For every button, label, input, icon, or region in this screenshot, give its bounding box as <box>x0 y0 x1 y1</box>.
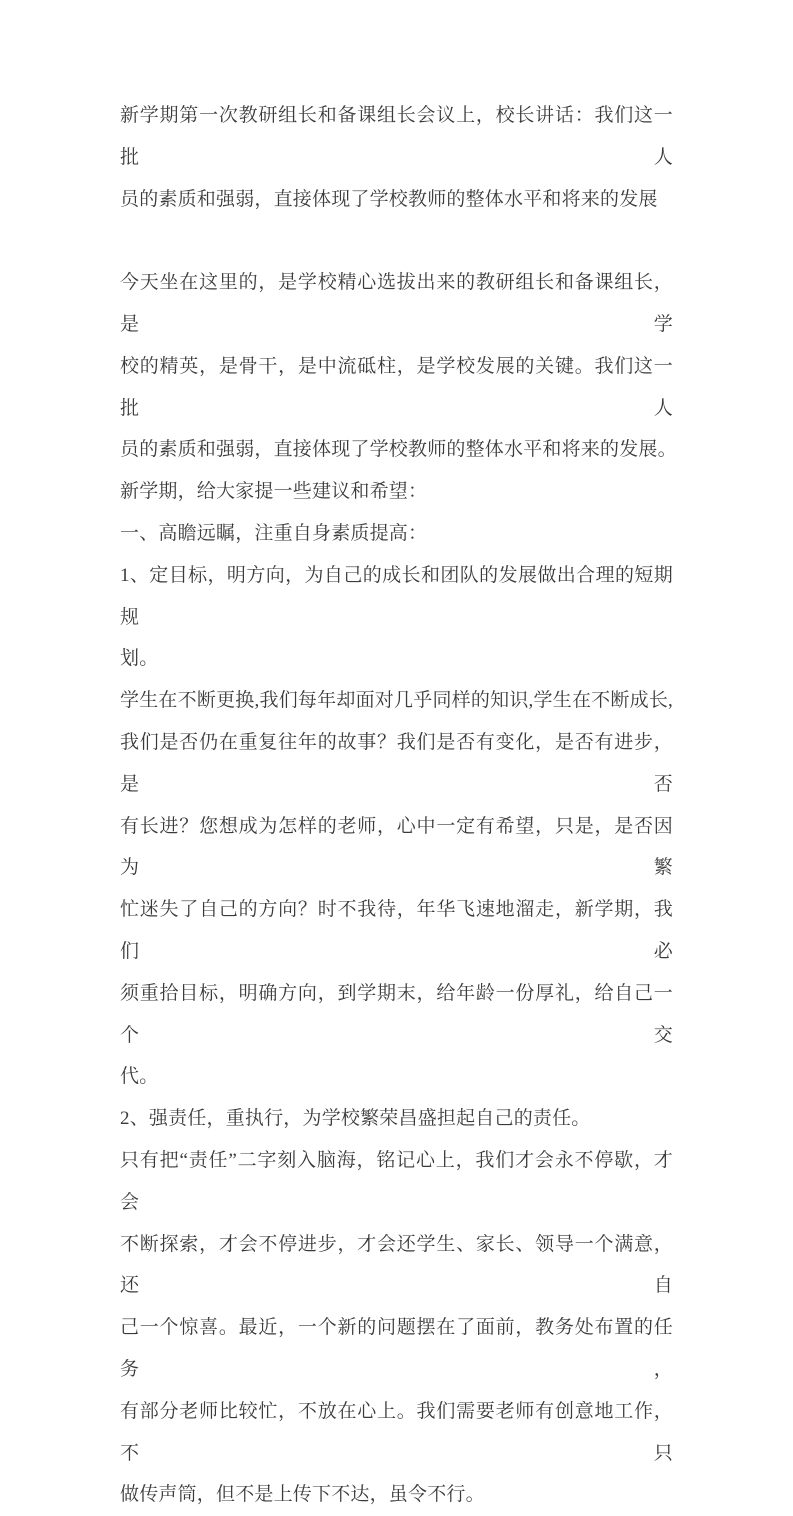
text-line: 划。 <box>120 648 159 670</box>
text-line: 新学期第一次教研组长和备课组长会议上，校长讲话：我们这一批人 <box>120 105 673 168</box>
text-line: 一、高瞻远瞩，注重自身素质提高： <box>120 522 428 544</box>
blank-line <box>120 220 673 262</box>
text-line: 己一个惊喜。最近，一个新的问题摆在了面前，教务处布置的任务， <box>120 1317 673 1380</box>
point-1-body-paragraph <box>120 680 673 1098</box>
text-line: 员的素质和强弱，直接体现了学校教师的整体水平和将来的发展。 <box>120 439 677 461</box>
intro-paragraph <box>120 262 677 471</box>
point-2-body-paragraph <box>120 1140 673 1516</box>
section-1-heading <box>120 513 673 555</box>
text-line: 2、强责任，重执行，为学校繁荣昌盛担起自己的责任。 <box>120 1108 591 1130</box>
text-line: 代。 <box>120 1066 159 1088</box>
text-line: 忙迷失了自己的方向？时不我待，年华飞速地溜走，新学期，我们必 <box>120 899 673 962</box>
heading-paragraph <box>120 95 673 220</box>
text-line: 校的精英，是骨干，是中流砥柱，是学校发展的关键。我们这一批人 <box>120 355 673 419</box>
text-line: 1、定目标，明方向，为自己的成长和团队的发展做出合理的短期规 <box>120 564 673 628</box>
text-line: 做传声筒，但不是上传下不达，虽令不行。 <box>120 1484 485 1506</box>
text-line: 员的素质和强弱，直接体现了学校教师的整体水平和将来的发展 <box>120 188 658 210</box>
text-line: 有部分老师比较忙，不放在心上。我们需要老师有创意地工作，不只 <box>120 1400 673 1464</box>
point-2-heading <box>120 1098 673 1140</box>
text-line: 学生在不断更换,我们每年却面对几乎同样的知识,学生在不断成长, <box>120 690 673 712</box>
suggestions-lead-paragraph <box>120 471 673 513</box>
text-line: 须重拾目标，明确方向，到学期末，给年龄一份厚礼，给自己一个交 <box>120 982 673 1046</box>
text-line: 不断探索，才会不停进步，才会还学生、家长、领导一个满意，还自 <box>120 1233 673 1297</box>
document-content <box>120 95 677 1516</box>
point-1-heading <box>120 555 673 680</box>
text-line: 今天坐在这里的，是学校精心选拔出来的教研组长和备课组长，是学 <box>120 272 673 335</box>
text-line: 只有把“责任”二字刻入脑海，铭记心上，我们才会永不停歇，才会 <box>120 1149 673 1213</box>
text-line <box>120 220 673 262</box>
text-line: 我们是否仍在重复往年的故事？我们是否有变化，是否有进步，是否 <box>120 731 673 795</box>
text-line: 新学期，给大家提一些建议和希望： <box>120 481 428 503</box>
text-line: 有长进？您想成为怎样的老师，心中一定有希望，只是，是否因为繁 <box>120 815 673 879</box>
